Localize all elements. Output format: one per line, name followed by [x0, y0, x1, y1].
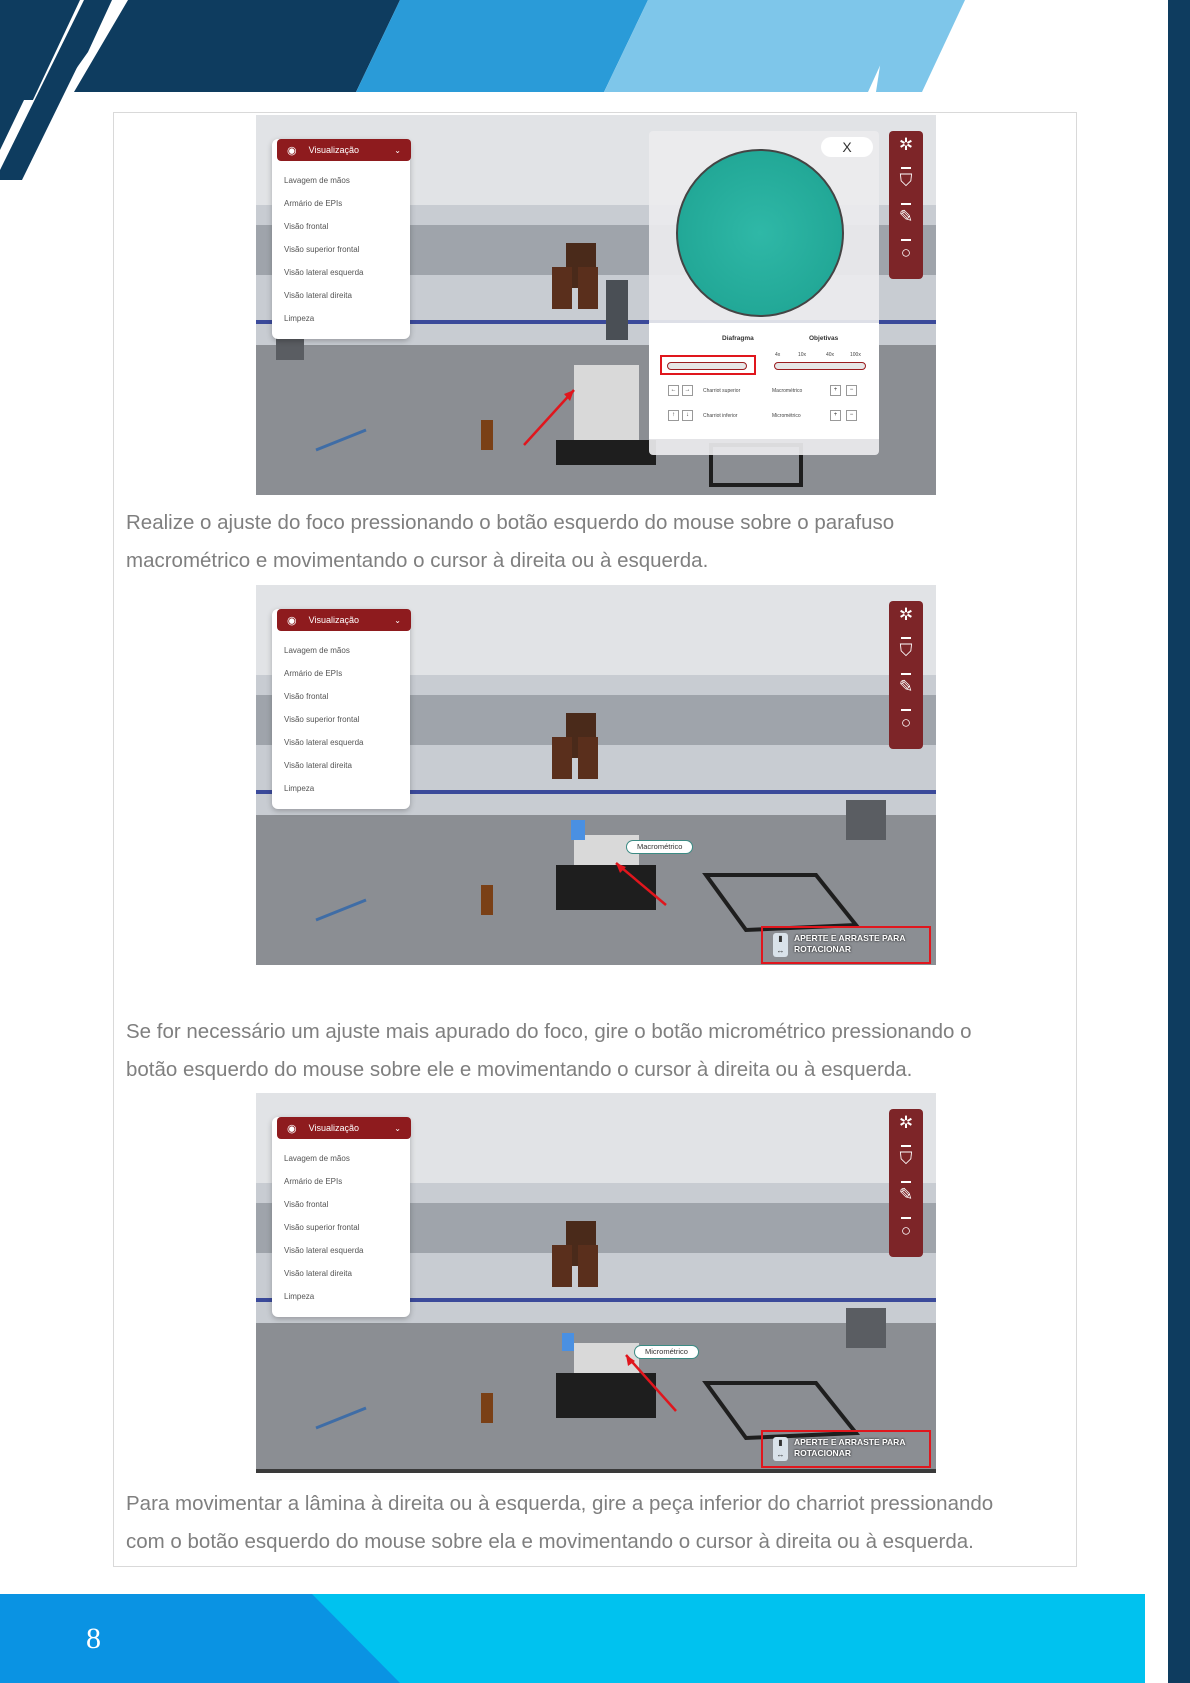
circle-icon[interactable]: ○ [900, 243, 912, 262]
chevron-down-icon: ⌄ [394, 1123, 401, 1133]
menu-item[interactable]: Lavagem de mãos [284, 646, 350, 655]
microscope-controls [649, 323, 879, 439]
microscope-field-of-view [676, 149, 844, 317]
menu-item[interactable]: Armário de EPIs [284, 199, 343, 208]
menu-item[interactable]: Visão lateral esquerda [284, 1246, 364, 1255]
micrometrico-label: Micrométrico [772, 413, 801, 419]
menu-item[interactable]: Armário de EPIs [284, 669, 343, 678]
visualizacao-items [284, 1153, 363, 1314]
menu-item[interactable]: Visão lateral esquerda [284, 268, 364, 277]
circle-icon[interactable]: ○ [900, 1221, 912, 1240]
side-toolbar [889, 1109, 923, 1257]
paragraph-macrometrico [126, 504, 894, 580]
eye-icon: ◉ [287, 1122, 297, 1135]
micrometrico-tag: Micrométrico [634, 1345, 699, 1359]
charriot-left-button[interactable]: ← [668, 385, 679, 396]
charriot-superior-label: Charriot superior [703, 388, 741, 394]
paragraph-line: com o botão esquerdo do mouse sobre ela e movimentando o cursor à direita ou à esquerda. [126, 1530, 974, 1553]
mouse-drag-icon: ▮ ↔ [773, 1437, 788, 1461]
screenshot-macrometrico [256, 585, 936, 965]
menu-item[interactable]: Visão lateral direita [284, 1269, 352, 1278]
eye-icon: ◉ [287, 144, 297, 157]
toolbar-divider [901, 203, 911, 205]
toolbar-divider [901, 637, 911, 639]
menu-item[interactable]: Visão superior frontal [284, 1223, 360, 1232]
diafragma-highlight [660, 355, 756, 375]
objective-10x[interactable]: 10x [798, 352, 807, 358]
visualizacao-dropdown[interactable] [277, 609, 411, 631]
gear-icon[interactable]: ✲ [898, 605, 914, 624]
right-side-bar [1168, 0, 1190, 1683]
visualizacao-dropdown[interactable] [277, 1117, 411, 1139]
diafragma-label: Diafragma [722, 335, 754, 342]
toolbar-divider [901, 239, 911, 241]
gear-icon[interactable]: ✲ [898, 135, 914, 154]
objetivas-slider[interactable] [774, 362, 866, 370]
menu-item[interactable]: Visão superior frontal [284, 245, 360, 254]
paragraph-micrometrico [126, 1013, 972, 1089]
visualizacao-title: Visualização [308, 145, 359, 155]
eye-icon: ◉ [287, 614, 297, 627]
macrometrico-label: Macrométrico [772, 388, 803, 394]
edit-icon[interactable]: ✎ [898, 207, 914, 226]
header-decoration [0, 0, 1190, 100]
footer-band [0, 1594, 1145, 1683]
macro-plus-button[interactable]: + [830, 385, 841, 396]
paragraph-line: macrométrico e movimentando o cursor à direita ou à esquerda. [126, 549, 709, 572]
close-button[interactable]: X [821, 137, 873, 157]
paragraph-line: Se for necessário um ajuste mais apurado do foco, gire o botão micrométrico pressionando o [126, 1020, 972, 1043]
visualizacao-title: Visualização [308, 615, 359, 625]
objective-40x[interactable]: 40x [826, 352, 835, 358]
right-margin-gap [1158, 0, 1168, 1683]
objective-100x[interactable]: 100x [850, 352, 861, 358]
micro-minus-button[interactable]: − [846, 410, 857, 421]
paragraph-line: Realize o ajuste do foco pressionando o botão esquerdo do mouse sobre o parafuso [126, 511, 895, 534]
chevron-down-icon: ⌄ [394, 615, 401, 625]
menu-item[interactable]: Lavagem de mãos [284, 1154, 350, 1163]
mouse-drag-icon: ▮ ↔ [773, 933, 788, 957]
macrometrico-tag: Macrométrico [626, 840, 693, 854]
charriot-up-button[interactable]: ↑ [668, 410, 679, 421]
micro-plus-button[interactable]: + [830, 410, 841, 421]
toolbar-divider [901, 1145, 911, 1147]
macro-minus-button[interactable]: − [846, 385, 857, 396]
paragraph-line: botão esquerdo do mouse sobre ele e movimentando o cursor à direita ou à esquerda. [126, 1058, 913, 1081]
objetivas-label: Objetivas [809, 335, 839, 342]
charriot-inferior-label: Charriot inferior [703, 413, 738, 419]
rotate-hint-text: APERTE E ARRASTE PARA ROTACIONAR [794, 933, 906, 954]
menu-item[interactable]: Visão frontal [284, 222, 329, 231]
edit-icon[interactable]: ✎ [898, 677, 914, 696]
menu-item[interactable]: Visão lateral esquerda [284, 738, 364, 747]
circle-icon[interactable]: ○ [900, 713, 912, 732]
shield-alert-icon[interactable]: ⛉ [899, 1149, 913, 1168]
chevron-down-icon: ⌄ [394, 145, 401, 155]
menu-item[interactable]: Lavagem de mãos [284, 176, 350, 185]
side-toolbar [889, 601, 923, 749]
edit-icon[interactable]: ✎ [898, 1185, 914, 1204]
shield-alert-icon[interactable]: ⛉ [899, 641, 913, 660]
menu-item[interactable]: Visão superior frontal [284, 715, 360, 724]
toolbar-divider [901, 709, 911, 711]
gear-icon[interactable]: ✲ [898, 1113, 914, 1132]
menu-item[interactable]: Limpeza [284, 314, 315, 323]
toolbar-divider [901, 1217, 911, 1219]
charriot-right-button[interactable]: → [682, 385, 693, 396]
menu-item[interactable]: Visão frontal [284, 1200, 329, 1209]
menu-item[interactable]: Limpeza [284, 1292, 315, 1301]
menu-item[interactable]: Visão frontal [284, 692, 329, 701]
objective-4x[interactable]: 4x [775, 352, 781, 358]
toolbar-divider [901, 167, 911, 169]
charriot-down-button[interactable]: ↓ [682, 410, 693, 421]
menu-item[interactable]: Armário de EPIs [284, 1177, 343, 1186]
visualizacao-items [284, 175, 363, 336]
paragraph-charriot [126, 1485, 993, 1561]
menu-item[interactable]: Visão lateral direita [284, 291, 352, 300]
rotate-hint-text: APERTE E ARRASTE PARA ROTACIONAR [794, 1437, 906, 1458]
paragraph-line: Para movimentar a lâmina à direita ou à esquerda, gire a peça inferior do charriot pressionando [126, 1492, 994, 1515]
visualizacao-title: Visualização [308, 1123, 359, 1133]
toolbar-divider [901, 1181, 911, 1183]
menu-item[interactable]: Visão lateral direita [284, 761, 352, 770]
shield-alert-icon[interactable]: ⛉ [899, 171, 913, 190]
visualizacao-items [284, 645, 363, 806]
screenshot-micrometrico [256, 1093, 936, 1473]
visualizacao-dropdown[interactable] [277, 139, 411, 161]
screenshot-diafragma-panel [256, 115, 936, 495]
toolbar-divider [901, 673, 911, 675]
page-number: 8 [86, 1622, 101, 1655]
menu-item[interactable]: Limpeza [284, 784, 315, 793]
side-toolbar [889, 131, 923, 279]
